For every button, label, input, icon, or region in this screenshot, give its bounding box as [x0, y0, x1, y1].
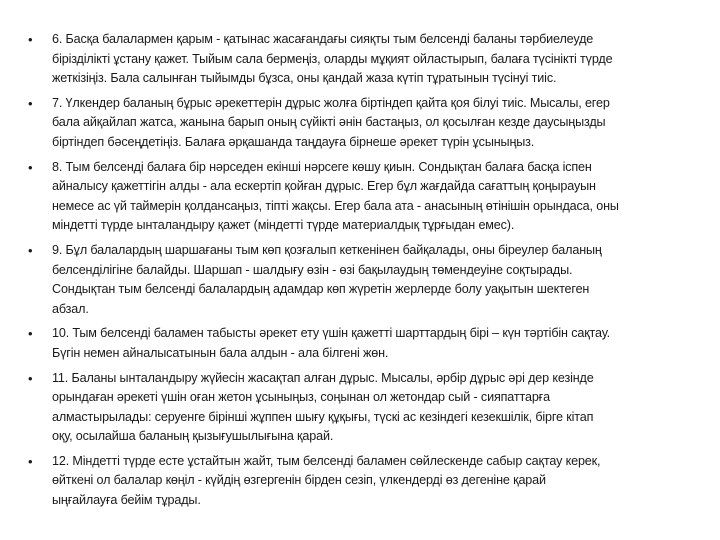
list-item-text-line: белсенділігіне балайды. Шаршап - шалдығу өзін - өзі бақылаудың төмендеуіне соқтырады. [52, 262, 573, 277]
bullet-icon: • [28, 95, 33, 111]
list-item-text-line: Бүгін немен айналысатынын бала алдын - ала білгені жөн. [52, 345, 389, 360]
list-item-text-line: өйткені ол балалар көңіл - күйдің өзгергенін бірден сезіп, үлкендерді өз дегеніне қарай [52, 473, 546, 488]
bullet-icon: • [28, 32, 33, 47]
list-item-text-line: 11. Баланы ынталандыру жүйесін жасақтап алған дұрыс. Мысалы, әрбір дұрыс әрі дер кезінде [52, 370, 594, 385]
list-item [28, 452, 698, 511]
bullet-icon: • [28, 453, 33, 469]
list-item-text-line: айналысу қажеттігін алды - ала ескертіп қойған дұрыс. Егер бұл жағдайда сағаттың қоңырауын [52, 179, 596, 194]
list-item-text-line: абзал. [52, 301, 89, 316]
list-item-text-line: бірізділікті ұстану қажет. Тыйым сала бермеңіз, оларды мұқият ойластырып, балаға түсінікті түрде [52, 51, 613, 66]
list-item [28, 324, 698, 363]
bullet-icon: • [28, 159, 33, 175]
list-item-text-line: 6. Басқа балалармен қарым - қатынас жасағандағы сияқты тым белсенді баланы тәрбиелеуде [52, 32, 594, 46]
list-item-text-line: 10. Тым белсенді баламен табысты әрекет ету үшін қажетті шарттардың бірі – күн тәртібін сақтау. [52, 326, 610, 341]
list-item [28, 241, 698, 319]
list-item-text-line: біртіндеп бәсеңдетіңіз. Балаға әрқашанда таңдауға бірнеше әрекет түрін ұсыныңыз. [52, 134, 535, 149]
bullet-icon: • [28, 326, 33, 342]
list-item-text-line: немесе ас үй таймерін қолдансаңыз, тіпті жақсы. Егер бала ата - анасының өтінішін орындаса, оны [52, 198, 619, 213]
list-item-text-line: орындаған әрекеті үшін оған жетон ұсыныңыз, соңынан ол жетондар сый - сияпаттарға [52, 390, 550, 405]
list-item [28, 158, 698, 236]
list-item-text-line: оқу, осылайша баланың қызығушылығына қарай. [52, 429, 334, 444]
list-item-text-line: 12. Міндетті түрде есте ұстайтын жайт, тым белсенді баламен сөйлескенде сабыр сақтау керек, [52, 453, 601, 468]
list-item [28, 30, 698, 89]
list-item-text-line: Сондықтан тым белсенді балалардың адамдар көп жүретін жерлерде болу уақытын шектеген [52, 282, 590, 297]
bullet-icon: • [28, 370, 33, 386]
list-item [28, 369, 698, 447]
list-item-text-line: алмастырылады: серуенге бірінші жұппен шығу құқығы, түскі ас кезіндегі кезекшілік, бірге кітап [52, 409, 594, 424]
list-item [28, 94, 698, 153]
list-item-text-line: 9. Бұл балалардың шаршағаны тым көп қозғалып кеткенінен байқалады, оны біреулер баланың [52, 242, 602, 257]
list-item-text-line: 7. Үлкендер баланың бұрыс әрекеттерін дұрыс жолға біртіндеп қайта қоя білуі тиіс. Мысалы, егер [52, 95, 610, 110]
list-item-text-line: ыңғайлауға бейім тұрады. [52, 493, 201, 508]
bullet-icon: • [28, 242, 33, 258]
list-item-text-line: 8. Тым белсенді балаға бір нәрседен екінші нәрсеге көшу қиын. Сондықтан балаға басқа іспен [52, 159, 592, 174]
list-item-text-line: бала айқайлап жатса, жанына барып оның сүйікті әнін бастаңыз, ол қосылған кезде даусыңызды [52, 115, 606, 130]
list-item-text-line: жеткізіңіз. Бала салынған тыйымды бұзса, оны қандай жаза күтіп тұратынын түсінуі тиіс. [52, 71, 557, 86]
list-item-text-line: міндетті түрде ынталандыру қажет (міндетті түрде материалдық тұрғыдан емес). [52, 218, 515, 233]
bullet-list [28, 30, 698, 516]
